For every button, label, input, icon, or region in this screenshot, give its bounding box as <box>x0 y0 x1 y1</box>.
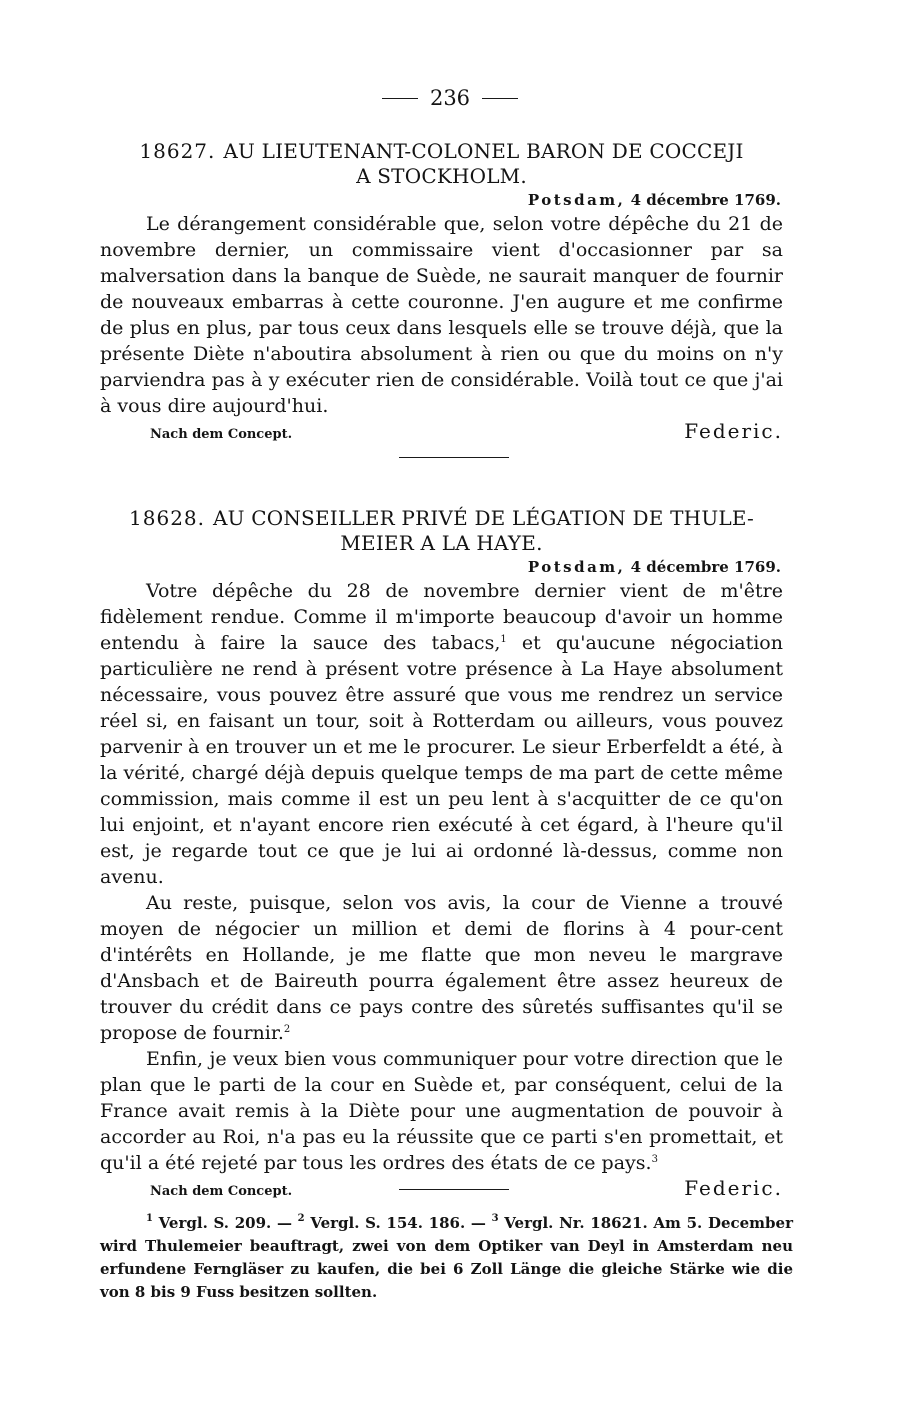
paragraph-text: Enfin, je veux bien vous communiquer pour votre direction que le plan que le parti de la cour en Suède et, par conséquent, celui de la France avait remis à la Diète pour une augmentation de pouvoir à accorder au Roi, n'a pas eu la réussite que ce parti s'en promettait, et qu'il a été rejeté par tous les ordres des états de ce pays. <box>100 1048 783 1174</box>
title-line-1: AU LIEUTENANT-COLONEL BARON DE COCCEJI <box>223 139 744 163</box>
paragraph <box>100 578 783 890</box>
footnote-ref: 3 <box>651 1154 658 1165</box>
dateline <box>100 189 781 211</box>
paragraph <box>100 1046 783 1176</box>
footnote-text <box>100 1212 793 1304</box>
title-line-2: MEIER A LA HAYE. <box>340 531 543 555</box>
letter-body <box>100 211 783 419</box>
page-header <box>0 86 900 110</box>
footnote-1: Vergl. S. 209. — <box>152 1214 298 1232</box>
signature-line <box>100 1176 783 1204</box>
separator-rule <box>399 457 509 458</box>
paragraph <box>100 890 783 1046</box>
footnote-ref: 2 <box>283 1024 291 1035</box>
title-line-2: A STOCKHOLM. <box>356 164 527 188</box>
header-rule-right <box>482 98 518 99</box>
footnote-ref: 1 <box>500 634 507 645</box>
footnote-rule <box>399 1189 509 1190</box>
signature: Federic. <box>684 419 783 443</box>
letter-number: 18628. <box>129 506 205 530</box>
letter-body <box>100 578 783 1176</box>
letter-title <box>100 506 783 556</box>
paragraph-text: Votre dépêche du 28 de novembre dernier vient de m'être fidèlement rendue. Comme il m'importe beaucoup d'avoir un homme entendu à faire la sauce des tabacs, <box>100 580 783 654</box>
letter-18627 <box>100 139 783 447</box>
letter-18628 <box>100 506 783 1204</box>
letter-title <box>100 139 783 189</box>
title-line-1: AU CONSEILLER PRIVÉ DE LÉGATION DE THULE- <box>213 506 754 530</box>
paragraph: Le dérangement considérable que, selon votre dépêche du 21 de novembre dernier, un commissaire vient d'occasionner par sa malversation dans la banque de Suède, ne saurait manquer de fournir de nouveaux embarras à cette couronne. J'en augure et me confirme de plus en plus, par tous ceux dans lesquels elle se trouve déjà, que la présente Diète n'aboutira absolument à rien ou que du moins on n'y parviendra pas à y exécuter rien de considérable. Voilà tout ce que j'ai à vous dire aujourd'hui. <box>100 213 783 417</box>
paragraph-text: et qu'aucune négociation particulière ne rend à présent votre présence à La Haye absolument nécessaire, vous pouvez être assuré que vous me rendrez un service réel si, en faisant un tour, soit à Rotterdam ou ailleurs, vous pouvez parvenir à en trouver un et me le procurer. Le sieur Erberfeldt a été, à la vérité, chargé déjà depuis quelque temps de ma part de cette même commission, mais comme il est un peu lent à s'acquitter de ce qu'on lui enjoint, et n'ayant encore rien exécuté à cet égard, à l'heure qu'il est, je regarde tout ce que je lui ai ordonné là-dessus, comme non avenu. <box>100 632 783 888</box>
place: Potsdam, <box>527 191 626 209</box>
footnote-mark: 3 <box>491 1213 499 1224</box>
footnotes <box>100 1212 793 1304</box>
source-note: Nach dem Concept. <box>150 427 293 442</box>
letter-number: 18627. <box>139 139 216 163</box>
paragraph-text: Au reste, puisque, selon vos avis, la cour de Vienne a trouvé moyen de négocier un million et demi de florins à 4 pour-cent d'intérêts en Hollande, je me flatte que mon neveu le margrave d'Ansbach et de Baireuth pourra également être assez heureux de trouver du crédit dans ce pays contre des sûretés suffisantes qu'il se propose de fournir. <box>100 892 783 1044</box>
header-rule-left <box>382 98 418 99</box>
signature: Federic. <box>684 1176 783 1200</box>
page-number: 236 <box>429 86 471 110</box>
signature-line <box>100 419 783 447</box>
footnote-mark: 1 <box>146 1213 153 1224</box>
dateline <box>100 556 781 578</box>
date: 4 décembre 1769. <box>630 558 781 576</box>
footnote-mark: 2 <box>297 1213 305 1224</box>
date: 4 décembre 1769. <box>630 191 781 209</box>
place: Potsdam, <box>527 558 626 576</box>
footnote-3: Vergl. Nr. 18621. Am 5. December wird Thulemeier beauftragt, zwei von dem Optiker van Deyl in Amsterdam neu erfundene Ferngläser zu kaufen, die bei 6 Zoll Länge die gleiche Stärke wie die von 8 bis 9 Fuss besitzen sollten. <box>100 1214 793 1301</box>
source-note: Nach dem Concept. <box>150 1184 293 1199</box>
footnote-2: Vergl. S. 154. 186. — <box>304 1214 492 1232</box>
